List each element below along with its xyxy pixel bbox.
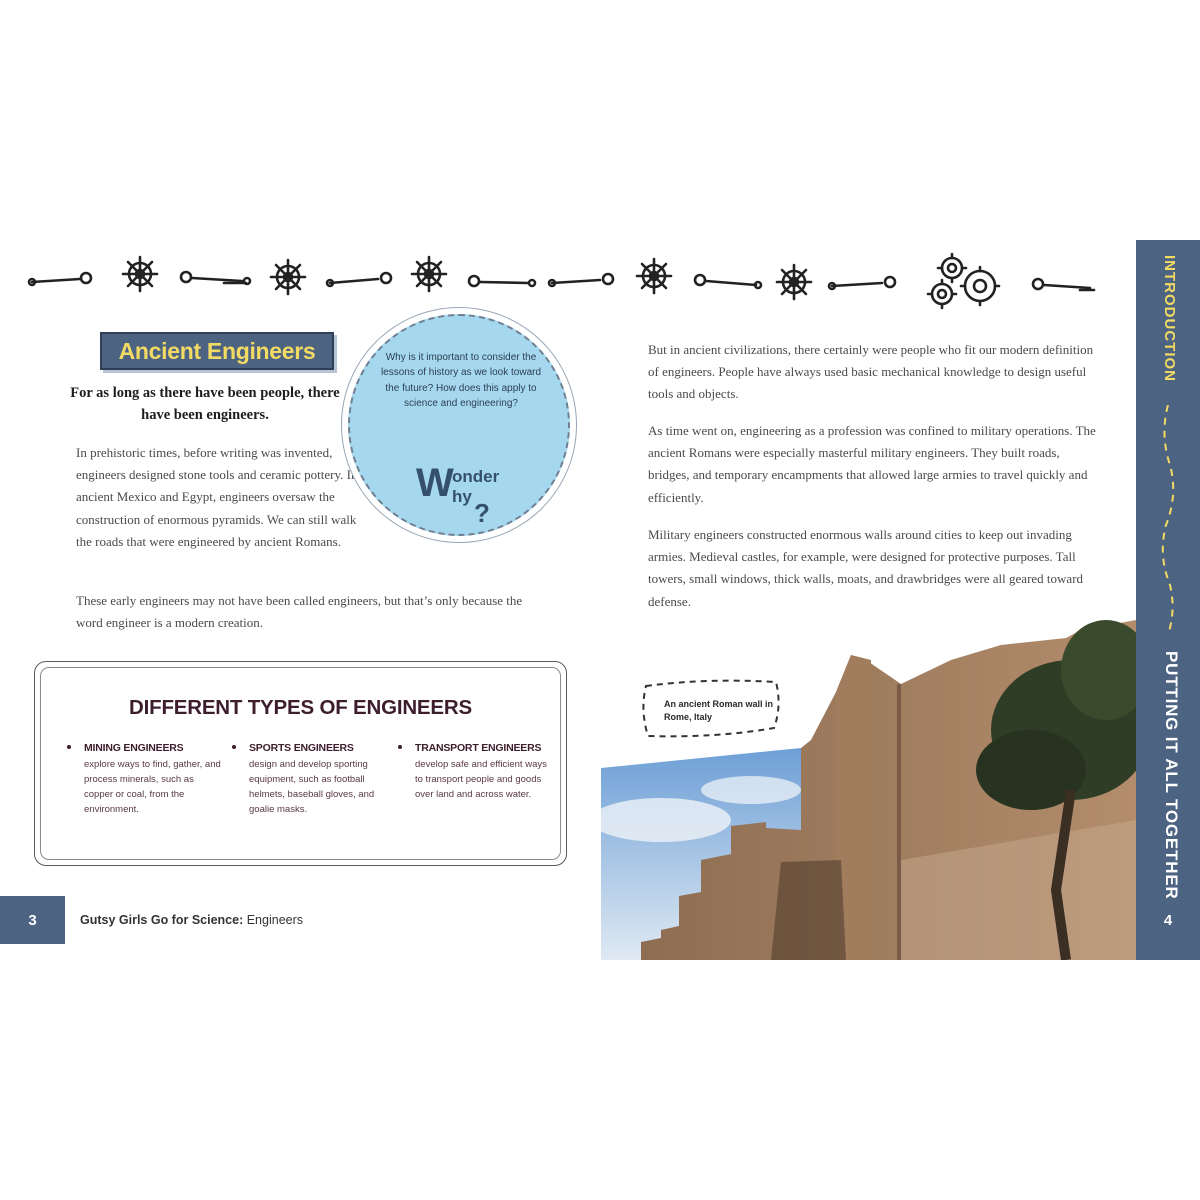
section-title-badge	[100, 332, 334, 370]
wonder-logo-initial: W	[416, 461, 454, 505]
book-title-bold: Gutsy Girls Go for Science:	[80, 913, 244, 927]
engineer-type-desc: explore ways to find, gather, and process minerals, such as copper or coal, from the environment.	[84, 759, 221, 815]
gear-icon	[412, 257, 446, 291]
linkage-icon	[29, 273, 91, 285]
side-band-labels	[1150, 255, 1186, 900]
linkage-icon	[469, 276, 535, 286]
right-page-number: 4	[1163, 911, 1173, 929]
linkage-icon	[829, 277, 895, 289]
linkage-icon	[695, 275, 761, 288]
lead-sentence: For as long as there have been people, there have been engineers.	[70, 385, 340, 423]
engineer-types-title: DIFFERENT TYPES OF ENGINEERS	[129, 696, 472, 719]
linkage-icon	[181, 272, 250, 284]
wonder-why-callout	[348, 314, 570, 536]
side-intro-label: INTRODUCTION	[1161, 255, 1178, 382]
linkage-icon	[1033, 279, 1094, 290]
book-title-rest: Engineers	[243, 913, 304, 927]
linkage-icon	[549, 274, 613, 286]
engineer-type-name: SPORTS ENGINEERS	[249, 742, 354, 754]
linkage-icon	[327, 273, 391, 286]
gear-icon	[271, 260, 305, 294]
engineer-type-desc: design and develop sporting equipment, such as football helmets, baseball gloves, and goalie masks.	[249, 759, 375, 815]
bullet-icon	[232, 745, 236, 749]
wonder-logo-line2: hy	[452, 487, 472, 506]
engineer-type-name: MINING ENGINEERS	[84, 742, 184, 754]
engineer-type-item	[415, 742, 555, 802]
left-paragraph-2: These early engineers may not have been called engineers, but that’s only because the word engineer is a modern creation.	[76, 593, 523, 631]
gear-icon	[637, 259, 671, 293]
photo-caption: An ancient Roman wall in Rome, Italy	[664, 699, 774, 722]
gear-cluster-icon	[928, 254, 999, 308]
left-page-number: 3	[0, 896, 65, 944]
gear-icon	[123, 257, 157, 291]
right-paragraph-3: Military engineers constructed enormous walls around cities to keep out invading armies. Medieval castles, for example, were designed for protective purposes. Tall towers, small windows, thick walls, moats, and drawbridges were all geared toward defense.	[648, 527, 1084, 609]
wonder-logo-line1: onder	[452, 467, 500, 486]
wonder-logo-mark: ?	[474, 498, 490, 526]
engineer-type-desc: develop safe and efficient ways to transport people and goods over land and across water.	[415, 759, 547, 800]
right-paragraph-1: But in ancient civilizations, there certainly were people who fit our modern definition of engineers. People have always used basic mechanical knowledge to design useful tools and objects.	[648, 342, 1094, 402]
decorative-gear-border	[20, 250, 1110, 310]
roman-wall-photo	[601, 600, 1136, 960]
bullet-icon	[67, 745, 71, 749]
bullet-icon	[398, 745, 402, 749]
book-title-footer	[80, 913, 303, 927]
engineer-type-name: TRANSPORT ENGINEERS	[415, 742, 542, 754]
section-title: Ancient Engineers	[118, 337, 316, 364]
wonder-why-logo	[414, 456, 524, 526]
left-paragraph-1: In prehistoric times, before writing was invented, engineers designed stone tools and ceramic pottery. In ancient Mexico and Egypt, engineers oversaw the construction of enormous pyramids. We can still walk the roads that were engineered by ancient Romans.	[76, 445, 358, 549]
gear-icon	[777, 265, 811, 299]
engineer-type-item	[84, 742, 224, 817]
side-main-label: PUTTING IT ALL TOGETHER	[1162, 651, 1181, 900]
engineer-types-box	[34, 661, 567, 866]
dashed-connector-icon	[1156, 405, 1180, 635]
wonder-why-question: Why is it important to consider the lessons of history as we look toward the future? How does this apply to science and engineering?	[380, 352, 542, 410]
right-paragraph-2: As time went on, engineering as a profession was confined to military operations. The ancient Romans were especially masterful military engineers. They built roads, bridges, and temporary encampments that allowed large armies to travel quickly and efficiently.	[648, 423, 1096, 505]
engineer-type-item	[249, 742, 389, 817]
side-intro-label-wrap	[1150, 255, 1186, 405]
